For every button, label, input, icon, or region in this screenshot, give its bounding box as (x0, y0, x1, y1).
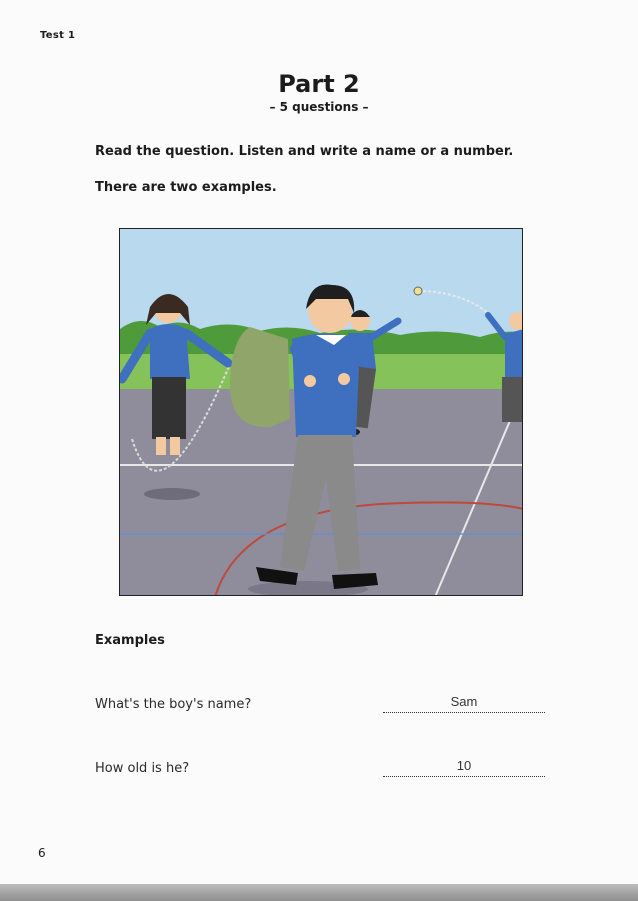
example-question-1: What's the boy's name? (95, 697, 252, 712)
test-label: Test 1 (40, 30, 76, 41)
part-title: Part 2 (278, 70, 360, 98)
playground-illustration (119, 228, 523, 596)
scan-bottom-edge (0, 884, 638, 901)
example-answer-line-2 (383, 758, 545, 777)
part-subtitle: – 5 questions – (269, 100, 369, 114)
playground-scene-image (120, 229, 523, 596)
example-answer-line-1 (383, 694, 545, 713)
instruction-examples-note: There are two examples. (95, 180, 277, 195)
example-question-2: How old is he? (95, 761, 190, 776)
example-answer-1: Sam (450, 694, 478, 709)
examples-heading: Examples (95, 633, 165, 648)
example-answer-2: 10 (456, 758, 472, 773)
page-number: 6 (38, 846, 46, 860)
instruction-main: Read the question. Listen and write a name or a number. (95, 144, 514, 159)
